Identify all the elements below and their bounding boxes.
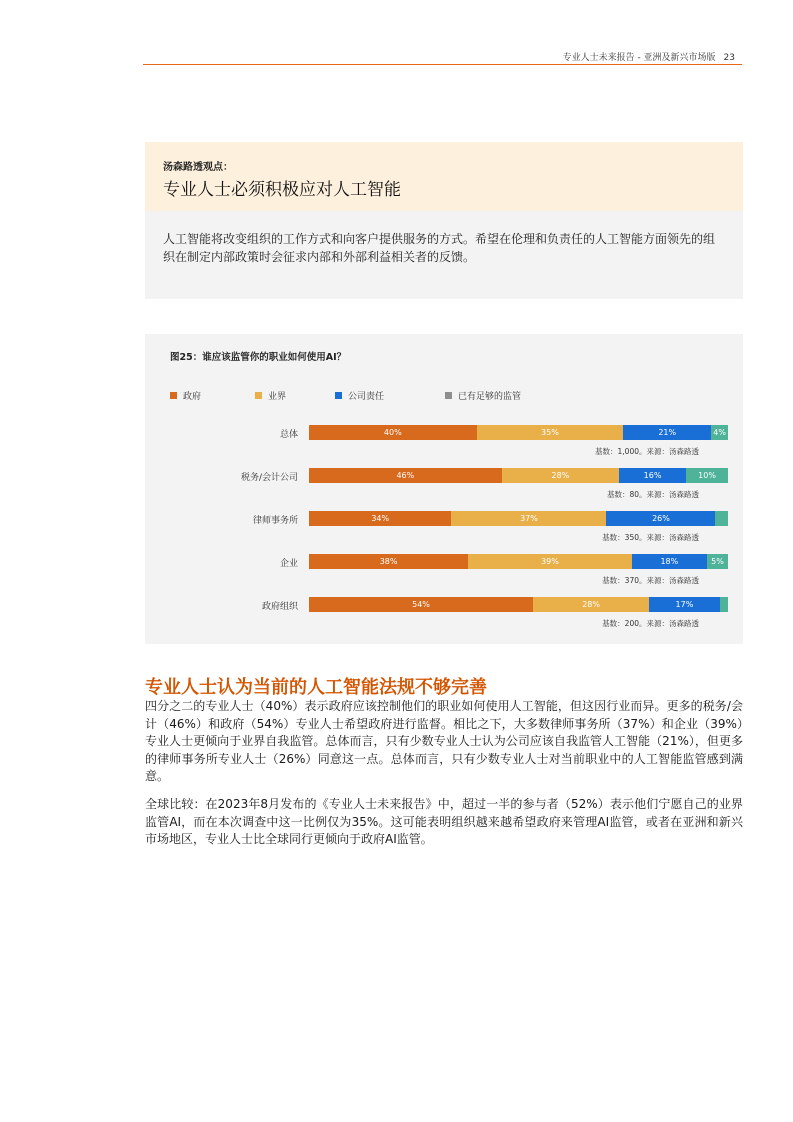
legend-label: 政府 xyxy=(183,392,202,402)
bar-segment: 28% xyxy=(533,597,649,612)
bar-segment xyxy=(715,511,728,526)
bar-segment: 26% xyxy=(606,511,715,526)
bar-segment: 16% xyxy=(619,468,686,483)
bar-segment: 21% xyxy=(623,425,711,440)
category-label: 税务/会计公司 xyxy=(240,473,298,483)
legend-swatch xyxy=(445,392,452,399)
base-note: 基数：200。来源：汤森路透 xyxy=(602,619,699,628)
chart-title: 图25：谁应该监管你的职业如何使用AI？ xyxy=(170,352,347,363)
category-label: 律师事务所 xyxy=(252,516,298,526)
base-note: 基数：80。来源：汤森路透 xyxy=(606,490,699,499)
bar-segment: 10% xyxy=(686,468,728,483)
legend-item xyxy=(170,389,201,402)
running-header xyxy=(563,50,735,63)
category-label: 总体 xyxy=(279,430,298,440)
base-note: 基数：370。来源：汤森路透 xyxy=(602,576,699,585)
base-note: 基数：350。来源：汤森路透 xyxy=(602,533,699,542)
base-note: 基数：1,000。来源：汤森路透 xyxy=(595,447,699,456)
bar-segment: 37% xyxy=(451,511,606,526)
bar-segment: 18% xyxy=(632,554,707,569)
insight-header xyxy=(145,142,743,211)
chart-panel xyxy=(145,334,743,644)
bar-segment: 5% xyxy=(707,554,728,569)
page-number: 23 xyxy=(723,53,735,63)
insight-label: 汤森路透观点： xyxy=(163,162,233,173)
bar-segment: 40% xyxy=(309,425,477,440)
legend-item xyxy=(335,389,384,402)
bar-segment: 34% xyxy=(309,511,451,526)
bar-segment: 38% xyxy=(309,554,468,569)
legend-swatch xyxy=(335,392,342,399)
legend-item xyxy=(445,389,521,402)
insight-body xyxy=(145,211,743,299)
legend-swatch xyxy=(170,392,177,399)
legend-label: 业界 xyxy=(268,392,287,402)
insight-text: 人工智能将改变组织的工作方式和向客户提供服务的方式。希望在伦理和负责任的人工智能方面领先的组织在制定内部政策时会征求内部和外部利益相关者的反馈。 xyxy=(163,232,716,264)
bar-segment xyxy=(720,597,728,612)
bar-segment: 4% xyxy=(711,425,728,440)
report-title: 专业人士未来报告 - 亚洲及新兴市场版 xyxy=(562,53,716,63)
bar-segment: 28% xyxy=(502,468,619,483)
bar-segment: 46% xyxy=(309,468,502,483)
body-paragraph-1: 四分之二的专业人士（40%）表示政府应该控制他们的职业如何使用人工智能，但这因行业而异。更多的税务/会计（46%）和政府（54%）专业人士希望政府进行监督。相比之下，大多数律师事务所（37%）和企业（39%）专业人士更倾向于业界自我监管。总体而言，只有少数专业人士认为公司应该自我监管人工智能（21%），但更多的律师事务所专业人士（26%）同意这一点。总体而言，只有少数专业人士对当前职业中的人工智能监管感到满意。 xyxy=(145,699,743,783)
header-divider xyxy=(143,64,742,65)
insight-title: 专业人士必须积极应对人工智能 xyxy=(163,180,401,200)
bar-segment: 54% xyxy=(309,597,533,612)
legend-label: 已有足够的监管 xyxy=(458,392,522,402)
body-paragraph-2: 全球比较：在2023年8月发布的《专业人士未来报告》中，超过一半的参与者（52%）表示他们宁愿自己的业界监管AI，而在本次调查中这一比例仅为35%。这可能表明组织越来越希望政府来管理AI监管，或者在亚洲和新兴市场地区，专业人士比全球同行更倾向于政府AI监管。 xyxy=(145,797,743,846)
section-heading: 专业人士认为当前的人工智能法规不够完善 xyxy=(145,677,487,698)
legend-label: 公司责任 xyxy=(348,392,385,402)
category-label: 政府组织 xyxy=(261,602,298,612)
legend-swatch xyxy=(255,392,262,399)
bar-segment: 35% xyxy=(477,425,624,440)
bar-segment: 39% xyxy=(468,554,631,569)
legend-item xyxy=(255,389,286,402)
bar-segment: 17% xyxy=(649,597,720,612)
category-label: 企业 xyxy=(279,559,298,569)
